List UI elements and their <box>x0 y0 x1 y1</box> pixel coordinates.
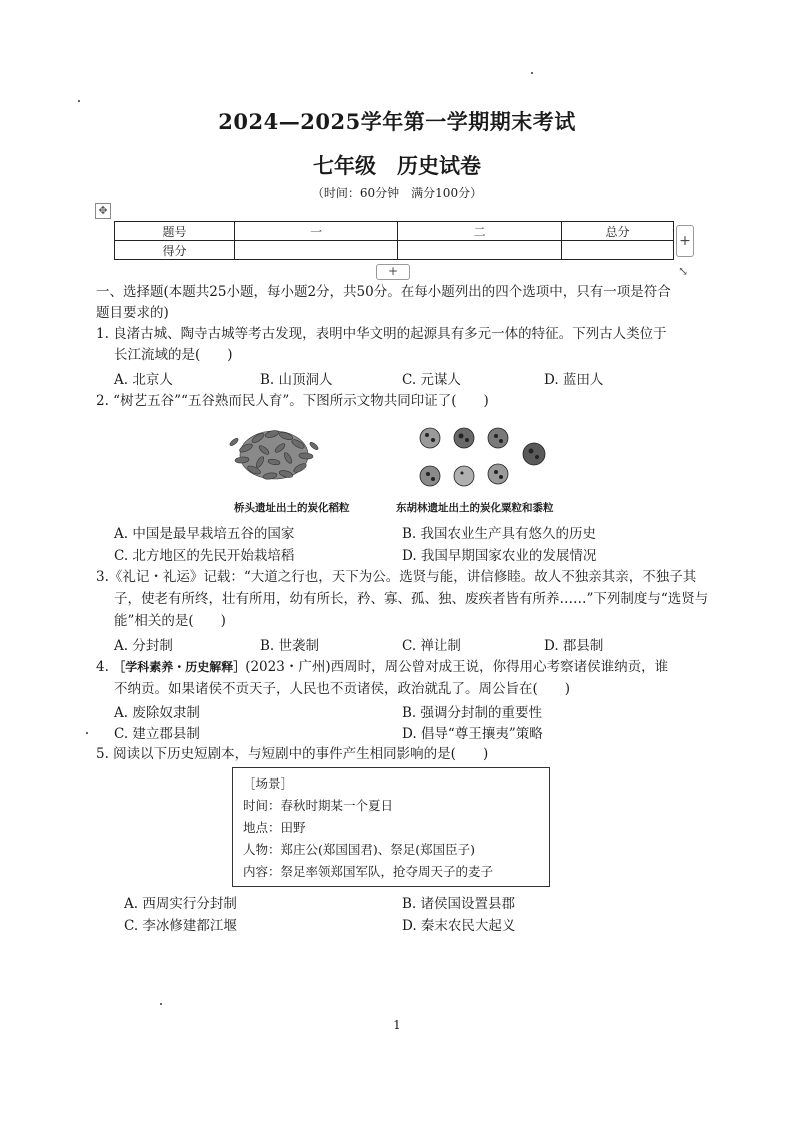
scene-heading: ［场景］ <box>243 776 294 791</box>
question-3-stem-cont: 子，使老有所终，壮有所用，幼有所长，矜、寡、孤、独、废疾者皆有所养……”下列制度与“选贤与 <box>114 591 709 607</box>
scene-characters: 人物：郑庄公(郑国国君)、祭足(郑国臣子) <box>243 842 476 857</box>
question-1-option-c[interactable]: C. 元谋人 <box>402 372 461 388</box>
scene-content: 内容：祭足率领郑国军队，抢夺周天子的麦子 <box>243 864 494 879</box>
question-3-option-a[interactable]: A. 分封制 <box>114 638 173 654</box>
table-cell[interactable] <box>234 241 398 260</box>
question-5-stem: 5. 阅读以下历史短剧本，与短剧中的事件产生相同影响的是( ) <box>96 746 489 762</box>
image-caption-rice: 桥头遗址出土的炭化稻粒 <box>234 502 350 514</box>
question-3-stem: 3.《礼记・礼运》记载：“大道之行也，天下为公。选贤与能，讲信修睦。故人不独亲其亲，不独子其 <box>96 569 697 585</box>
question-3-option-b[interactable]: B. 世袭制 <box>260 638 320 654</box>
question-3-option-c[interactable]: C. 禅让制 <box>402 638 461 654</box>
carbonized-millet-image <box>410 424 558 496</box>
question-4-stem-cont: 不纳贡。如果诸侯不贡天子，人民也不贡诸侯，政治就乱了。周公旨在( ) <box>114 681 571 697</box>
question-3-option-d[interactable]: D. 郡县制 <box>544 638 604 654</box>
question-1-option-a[interactable]: A. 北京人 <box>114 372 173 388</box>
question-2-stem: 2. “树艺五谷”“五谷熟而民人育”。下图所示文物共同印证了( ) <box>96 393 489 409</box>
question-2-option-b[interactable]: B. 我国农业生产具有悠久的历史 <box>402 526 597 542</box>
scan-speck <box>160 1003 162 1005</box>
question-2-option-c[interactable]: C. 北方地区的先民开始栽培稻 <box>114 548 295 564</box>
add-row-button[interactable]: + <box>376 264 410 280</box>
question-1-stem-cont: 长江流域的是( ) <box>114 347 233 363</box>
table-cell[interactable] <box>398 241 562 260</box>
scene-place: 地点：田野 <box>243 820 306 835</box>
exam-subtitle: 七年级 历史试卷 <box>313 153 481 178</box>
table-row <box>115 241 674 260</box>
table-header-cell: 一 <box>234 222 398 241</box>
page-number: 1 <box>393 1018 401 1032</box>
score-table <box>114 221 674 260</box>
table-row-label: 得分 <box>115 241 235 260</box>
section-heading-cont: 题目要求的) <box>96 305 169 321</box>
scan-speck <box>86 732 88 734</box>
question-5-option-c[interactable]: C. 李冰修建都江堰 <box>124 918 237 934</box>
scan-speck <box>78 100 80 102</box>
exam-title: 2024—2025学年第一学期期末考试 <box>218 109 576 134</box>
script-scene-box <box>232 767 550 887</box>
table-row <box>115 222 674 241</box>
question-2-option-a[interactable]: A. 中国是最早栽培五谷的国家 <box>114 526 295 542</box>
question-5-option-d[interactable]: D. 秦末农民大起义 <box>402 918 516 934</box>
resize-handle-icon[interactable]: ⤡ <box>678 264 689 278</box>
section-heading: 一、选择题(本题共25小题，每小题2分，共50分。在每小题列出的四个选项中，只有一项是符合 <box>96 284 671 300</box>
add-column-button[interactable]: + <box>676 225 694 257</box>
question-1-stem: 1. 良渚古城、陶寺古城等考古发现，表明中华文明的起源具有多元一体的特征。下列古人类位于 <box>96 326 667 342</box>
question-4-option-b[interactable]: B. 强调分封制的重要性 <box>402 705 543 721</box>
question-4-option-d[interactable]: D. 倡导“尊王攘夷”策略 <box>402 726 543 742</box>
question-4-number: 4. <box>96 659 109 675</box>
question-1-option-b[interactable]: B. 山顶洞人 <box>260 372 333 388</box>
table-header-cell: 题号 <box>115 222 235 241</box>
table-move-handle-icon[interactable]: ✥ <box>95 203 111 219</box>
subject-tag: ［学科素养・历史解释］ <box>113 660 246 674</box>
scan-speck <box>531 72 533 74</box>
question-1-option-d[interactable]: D. 蓝田人 <box>544 372 604 388</box>
question-4-option-c[interactable]: C. 建立郡县制 <box>114 726 200 742</box>
image-caption-millet: 东胡林遗址出土的炭化粟粒和黍粒 <box>396 502 554 514</box>
table-header-cell: 二 <box>398 222 562 241</box>
question-5-option-a[interactable]: A. 西周实行分封制 <box>124 896 237 912</box>
question-5-option-b[interactable]: B. 诸侯国设置县郡 <box>402 896 516 912</box>
carbonized-rice-image <box>226 418 322 492</box>
scene-time: 时间：春秋时期某一个夏日 <box>243 798 394 813</box>
question-4-option-a[interactable]: A. 废除奴隶制 <box>114 705 200 721</box>
exam-info: （时间：60分钟 满分100分） <box>311 186 483 200</box>
question-4-stem <box>96 657 696 677</box>
table-header-cell: 总分 <box>561 222 673 241</box>
question-2-option-d[interactable]: D. 我国早期国家农业的发展情况 <box>402 548 597 564</box>
table-cell[interactable] <box>561 241 673 260</box>
question-3-stem-cont: 能”相关的是( ) <box>114 613 226 629</box>
question-4-stem-text: (2023・广州)西周时，周公曾对成王说，你得用心考察诸侯谁纳贡，谁 <box>245 659 669 675</box>
